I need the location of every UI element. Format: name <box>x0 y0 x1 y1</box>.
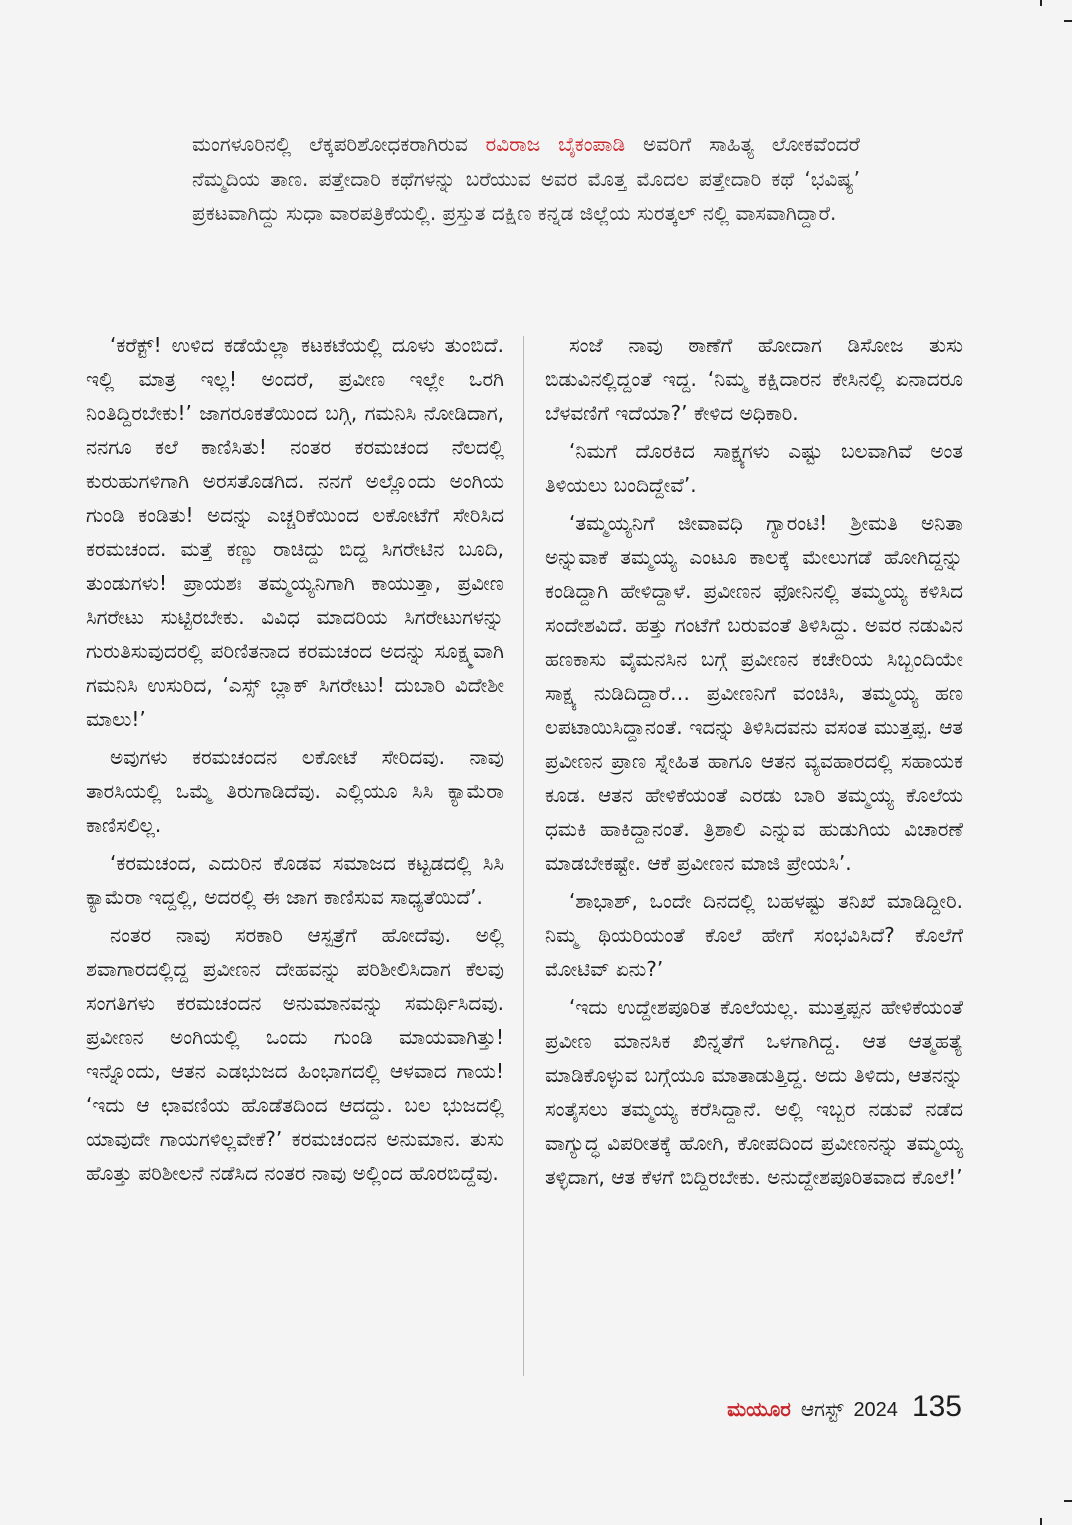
crop-mark-top-right <box>1040 0 1042 6</box>
magazine-brand: ಮಯೂರ <box>727 1397 791 1421</box>
paragraph: ‘ಕರಮಚಂದ, ಎದುರಿನ ಕೊಡವ ಸಮಾಜದ ಕಟ್ಟಡದಲ್ಲಿ ಸಿಸಿ ಕ್ಯಾಮೆರಾ ಇದ್ದಲ್ಲಿ, ಅದರಲ್ಲಿ ಈ ಜಾಗ ಕಾಣಿಸುವ ಸಾಧ್ಯತೆಯಿದೆ’. <box>86 851 504 909</box>
paragraph: ‘ತಮ್ಮಯ್ಯನಿಗೆ ಜೀವಾವಧಿ ಗ್ಯಾರಂಟಿ! ಶ್ರೀಮತಿ ಅನಿತಾ ಅನ್ನುವಾಕೆ ತಮ್ಮಯ್ಯ ಎಂಟೂ ಕಾಲಕ್ಕೆ ಮೇಲುಗಡೆ ಹೋಗಿದ್ದನ್ನು ಕಂಡಿದ್ದಾಗಿ ಹೇಳಿದ್ದಾಳೆ. ಪ್ರವೀಣನ ಫೋನಿನಲ್ಲಿ ತಮ್ಮಯ್ಯ ಕಳಿಸಿದ ಸಂದೇಶವಿದೆ. ಹತ್ತು ಗಂಟೆಗೆ ಬರುವಂತೆ ತಿಳಿಸಿದ್ದು. ಅವರ ನಡುವಿನ ಹಣಕಾಸು ವೈಮನಸಿನ ಬಗ್ಗೆ ಪ್ರವೀಣನ ಕಚೇರಿಯ ಸಿಬ್ಬಂದಿಯೇ ಸಾಕ್ಷ್ಯ ನುಡಿದಿದ್ದಾರೆ… ಪ್ರವೀಣನಿಗೆ ವಂಚಿಸಿ, ತಮ್ಮಯ್ಯ ಹಣ ಲಪಟಾಯಿಸಿದ್ದಾನಂತೆ. ಇದನ್ನು ತಿಳಿಸಿದವನು ವಸಂತ ಮುತ್ತಪ್ಪ. ಆತ ಪ್ರವೀಣನ ಪ್ರಾಣ ಸ್ನೇಹಿತ ಹಾಗೂ ಆತನ ವ್ಯವಹಾರದಲ್ಲಿ ಸಹಾಯಕ ಕೂಡ. ಆತನ ಹೇಳಿಕೆಯಂತೆ ಎರಡು ಬಾರಿ ತಮ್ಮಯ್ಯ ಕೊಲೆಯ ಧಮಕಿ ಹಾಕಿದ್ದಾನಂತೆ. ತ್ರಿಶಾಲಿ ಎನ್ನುವ ಹುಡುಗಿಯ ವಿಚಾರಣೆ ಮಾಡಬೇಕಷ್ಟೇ. ಆಕೆ ಪ್ರವೀಣನ ಮಾಜಿ ಪ್ರೇಯಸಿ’. <box>545 511 963 875</box>
page-footer <box>727 1390 962 1430</box>
paragraph: ಅವುಗಳು ಕರಮಚಂದನ ಲಕೋಟೆ ಸೇರಿದವು. ನಾವು ತಾರಸಿಯಲ್ಲಿ ಒಮ್ಮೆ ತಿರುಗಾಡಿದೆವು. ಎಲ್ಲಿಯೂ ಸಿಸಿ ಕ್ಯಾಮೆರಾ ಕಾಣಿಸಲಿಲ್ಲ. <box>86 745 504 837</box>
left-column <box>86 328 504 1194</box>
right-column <box>545 328 963 1198</box>
author-name: ರವಿರಾಜ ಬೈಕಂಪಾಡಿ <box>485 132 626 156</box>
bio-text-after: ಅವರಿಗೆ ಸಾಹಿತ್ಯ ಲೋಕವೆಂದರೆ ನೆಮ್ಮದಿಯ ತಾಣ. ಪತ್ತೇದಾರಿ ಕಥೆಗಳನ್ನು ಬರೆಯುವ ಅವರ ಮೊತ್ತ ಮೊದಲ ಪತ್ತೇದಾರಿ ಕಥೆ ‘ಭವಿಷ್ಯ’ ಪ್ರಕಟವಾಗಿದ್ದು ಸುಧಾ ವಾರಪತ್ರಿಕೆಯಲ್ಲಿ. ಪ್ರಸ್ತುತ ದಕ್ಷಿಣ ಕನ್ನಡ ಜಿಲ್ಲೆಯ ಸುರತ್ಕಲ್ ನಲ್ಲಿ ವಾಸವಾಗಿದ್ದಾರೆ. <box>192 132 860 225</box>
paragraph: ನಂತರ ನಾವು ಸರಕಾರಿ ಆಸ್ಪತ್ರೆಗೆ ಹೋದೆವು. ಅಲ್ಲಿ ಶವಾಗಾರದಲ್ಲಿದ್ದ ಪ್ರವೀಣನ ದೇಹವನ್ನು ಪರಿಶೀಲಿಸಿದಾಗ ಕೆಲವು ಸಂಗತಿಗಳು ಕರಮಚಂದನ ಅನುಮಾನವನ್ನು ಸಮರ್ಥಿಸಿದವು. ಪ್ರವೀಣನ ಅಂಗಿಯಲ್ಲಿ ಒಂದು ಗುಂಡಿ ಮಾಯವಾಗಿತ್ತು! ಇನ್ನೊಂದು, ಆತನ ಎಡಭುಜದ ಹಿಂಭಾಗದಲ್ಲಿ ಆಳವಾದ ಗಾಯ! ‘ಇದು ಆ ಛಾವಣಿಯ ಹೊಡೆತದಿಂದ ಆದದ್ದು. ಬಲ ಭುಜದಲ್ಲಿ ಯಾವುದೇ ಗಾಯಗಳಿಲ್ಲವೇಕೆ?’ ಕರಮಚಂದನ ಅನುಮಾನ. ತುಸು ಹೊತ್ತು ಪರಿಶೀಲನೆ ನಡೆಸಿದ ನಂತರ ನಾವು ಅಲ್ಲಿಂದ ಹೊರಬಿದ್ದೆವು. <box>86 923 504 1185</box>
column-divider <box>523 336 524 1376</box>
issue-month: ಆಗಸ್ಟ್ <box>800 1397 844 1421</box>
author-bio <box>192 127 860 231</box>
paragraph: ‘ಇದು ಉದ್ದೇಶಪೂರಿತ ಕೊಲೆಯಲ್ಲ. ಮುತ್ತಪ್ಪನ ಹೇಳಿಕೆಯಂತೆ ಪ್ರವೀಣ ಮಾನಸಿಕ ಖಿನ್ನತೆಗೆ ಒಳಗಾಗಿದ್ದ. ಆತ ಆತ್ಮಹತ್ಯೆ ಮಾಡಿಕೊಳ್ಳುವ ಬಗ್ಗೆಯೂ ಮಾತಾಡುತ್ತಿದ್ದ. ಅದು ತಿಳಿದು, ಆತನನ್ನು ಸಂತೈಸಲು ತಮ್ಮಯ್ಯ ಕರೆಸಿದ್ದಾನೆ. ಅಲ್ಲಿ ಇಬ್ಬರ ನಡುವೆ ನಡೆದ ವಾಗ್ಯುದ್ಧ ವಿಪರೀತಕ್ಕೆ ಹೋಗಿ, ಕೋಪದಿಂದ ಪ್ರವೀಣನನ್ನು ತಮ್ಮಯ್ಯ ತಳ್ಳಿದಾಗ, ಆತ ಕೆಳಗೆ ಬಿದ್ದಿರಬೇಕು. ಅನುದ್ದೇಶಪೂರಿತವಾದ ಕೊಲೆ!’ <box>545 995 963 1189</box>
bio-text-before: ಮಂಗಳೂರಿನಲ್ಲಿ ಲೆಕ್ಕಪರಿಶೋಧಕರಾಗಿರುವ <box>192 132 486 156</box>
crop-mark-bottom-right <box>1040 1518 1042 1525</box>
crop-mark-top-right-h <box>1064 20 1072 22</box>
page-number: 135 <box>911 1390 962 1423</box>
crop-mark-bottom-right-h <box>1064 1500 1072 1502</box>
issue-year: 2024 <box>853 1399 898 1421</box>
paragraph: ಸಂಜೆ ನಾವು ಠಾಣೆಗೆ ಹೋದಾಗ ಡಿಸೋಜ ತುಸು ಬಿಡುವಿನಲ್ಲಿದ್ದಂತೆ ಇದ್ದ. ‘ನಿಮ್ಮ ಕಕ್ಷಿದಾರನ ಕೇಸಿನಲ್ಲಿ ಏನಾದರೂ ಬೆಳವಣಿಗೆ ಇದೆಯಾ?’ ಕೇಳಿದ ಅಧಿಕಾರಿ. <box>545 333 963 425</box>
paragraph: ‘ಶಾಭಾಶ್, ಒಂದೇ ದಿನದಲ್ಲಿ ಬಹಳಷ್ಟು ತನಿಖೆ ಮಾಡಿದ್ದೀರಿ. ನಿಮ್ಮ ಥಿಯರಿಯಂತೆ ಕೊಲೆ ಹೇಗೆ ಸಂಭವಿಸಿದೆ? ಕೊಲೆಗೆ ಮೋಟಿವ್ ಏನು?’ <box>545 889 963 981</box>
paragraph: ‘ನಿಮಗೆ ದೊರಕಿದ ಸಾಕ್ಷ್ಯಗಳು ಎಷ್ಟು ಬಲವಾಗಿವೆ ಅಂತ ತಿಳಿಯಲು ಬಂದಿದ್ದೇವೆ’. <box>545 439 963 497</box>
paragraph: ‘ಕರೆಕ್ಟ್! ಉಳಿದ ಕಡೆಯೆಲ್ಲಾ ಕಟಕಟೆಯಲ್ಲಿ ದೂಳು ತುಂಬಿದೆ. ಇಲ್ಲಿ ಮಾತ್ರ ಇಲ್ಲ! ಅಂದರೆ, ಪ್ರವೀಣ ಇಲ್ಲೇ ಒರಗಿ ನಿಂತಿದ್ದಿರಬೇಕು!’ ಜಾಗರೂಕತೆಯಿಂದ ಬಗ್ಗಿ, ಗಮನಿಸಿ ನೋಡಿದಾಗ, ನನಗೂ ಕಲೆ ಕಾಣಿಸಿತು! ನಂತರ ಕರಮಚಂದ ನೆಲದಲ್ಲಿ ಕುರುಹುಗಳಿಗಾಗಿ ಅರಸತೊಡಗಿದ. ನನಗೆ ಅಲ್ಲೊಂದು ಅಂಗಿಯ ಗುಂಡಿ ಕಂಡಿತು! ಅದನ್ನು ಎಚ್ಚರಿಕೆಯಿಂದ ಲಕೋಟೆಗೆ ಸೇರಿಸಿದ ಕರಮಚಂದ. ಮತ್ತೆ ಕಣ್ಣು ರಾಚಿದ್ದು ಬಿದ್ದ ಸಿಗರೇಟಿನ ಬೂದಿ, ತುಂಡುಗಳು! ಪ್ರಾಯಶಃ ತಮ್ಮಯ್ಯನಿಗಾಗಿ ಕಾಯುತ್ತಾ, ಪ್ರವೀಣ ಸಿಗರೇಟು ಸುಟ್ಟಿರಬೇಕು. ವಿವಿಧ ಮಾದರಿಯ ಸಿಗರೇಟುಗಳನ್ನು ಗುರುತಿಸುವುದರಲ್ಲಿ ಪರಿಣಿತನಾದ ಕರಮಚಂದ ಅದನ್ನು ಸೂಕ್ಷ್ಮವಾಗಿ ಗಮನಿಸಿ ಉಸುರಿದ, ‘ಎಸ್ಸ್ ಬ್ಲಾಕ್ ಸಿಗರೇಟು! ದುಬಾರಿ ವಿದೇಶೀ ಮಾಲು!’ <box>86 333 504 731</box>
